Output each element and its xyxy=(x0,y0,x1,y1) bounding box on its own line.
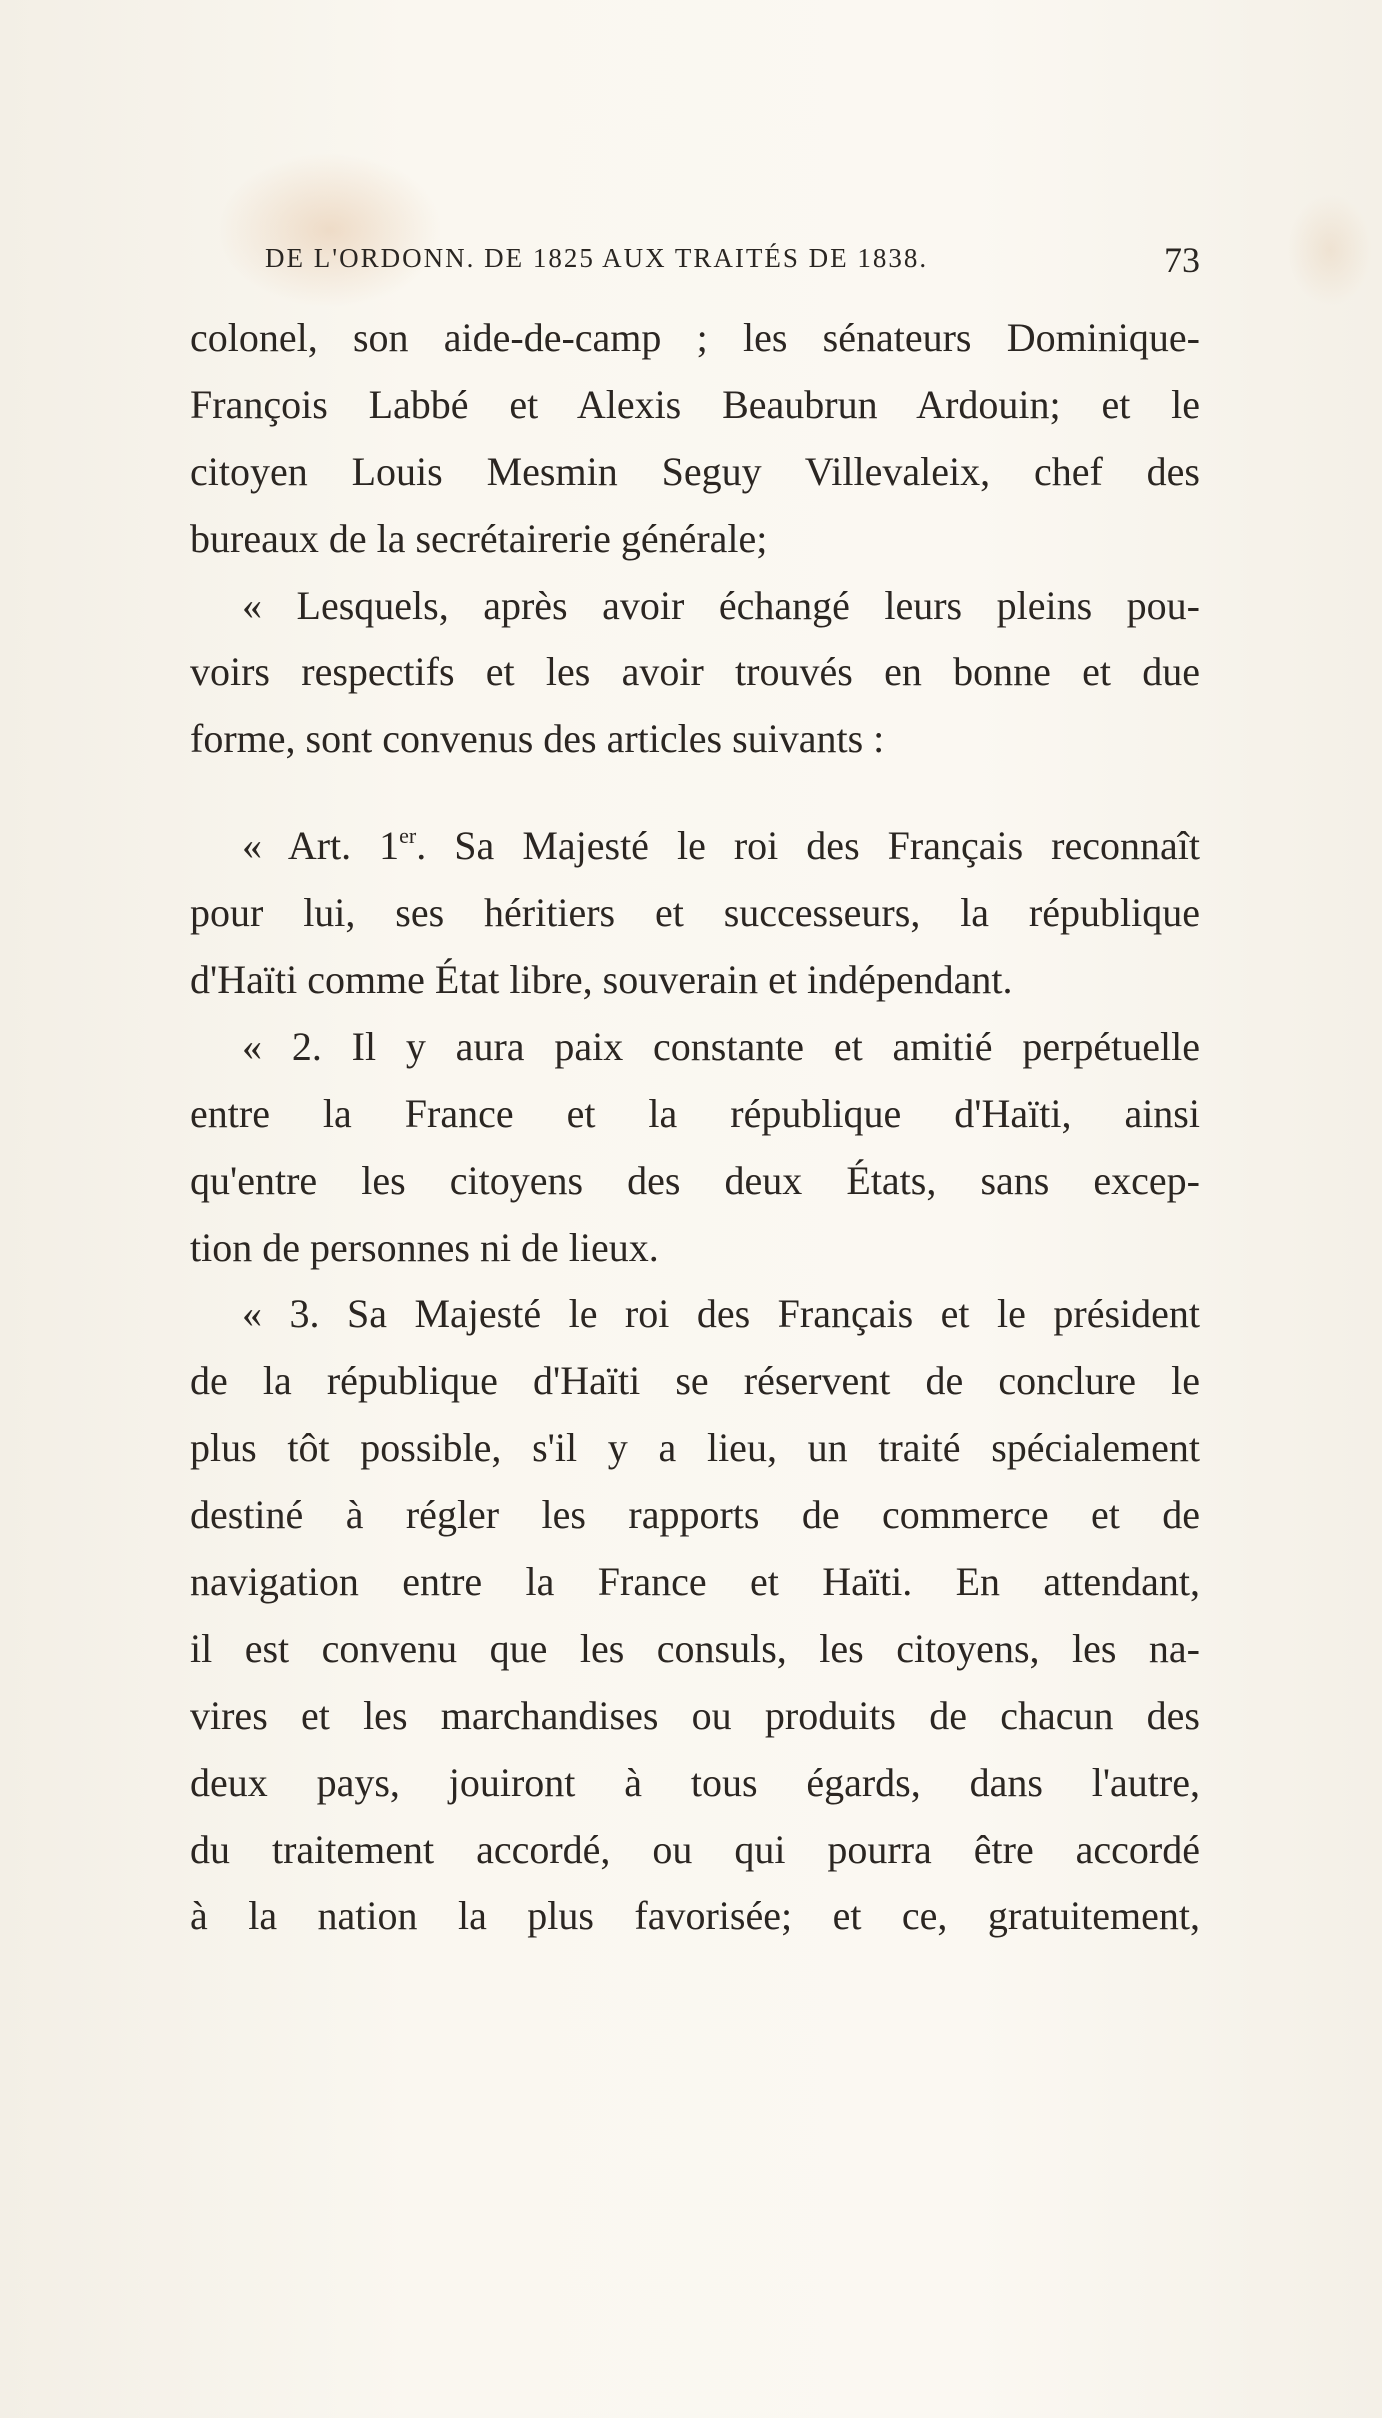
text-line: destiné à régler les rapports de commerce et de xyxy=(190,1492,1200,1538)
text-line: « 3. Sa Majesté le roi des Français et le président xyxy=(242,1291,1200,1337)
page-header xyxy=(265,240,1200,293)
page-number: 73 xyxy=(1164,240,1200,280)
text-line: tion de personnes ni de lieux. xyxy=(190,1224,659,1270)
text-line: forme, sont convenus des articles suivants : xyxy=(190,716,885,762)
text-line: voirs respectifs et les avoir trouvés en bonne et due xyxy=(190,649,1200,695)
paragraph-gap xyxy=(190,773,1200,813)
text-line: pour lui, ses héritiers et successeurs, la république xyxy=(190,890,1200,936)
text-line: de la république d'Haïti se réservent de conclure le xyxy=(190,1358,1200,1404)
article-1-rest: . Sa Majesté le roi des Français reconnaît xyxy=(416,823,1200,869)
article-1-first-line xyxy=(190,813,1200,880)
text-line: qu'entre les citoyens des deux États, sans excep- xyxy=(190,1157,1200,1203)
text-line: colonel, son aide-de-camp ; les sénateurs Dominique- xyxy=(190,315,1200,360)
running-title: DE L'ORDONN. DE 1825 AUX TRAITÉS DE 1838. xyxy=(265,243,929,273)
text-line: il est convenu que les consuls, les citoyens, les na- xyxy=(190,1625,1200,1671)
text-line: vires et les marchandises ou produits de chacun des xyxy=(190,1692,1200,1738)
article-1-superscript: er xyxy=(399,823,417,849)
body-text xyxy=(190,305,1200,1950)
text-line: du traitement accordé, ou qui pourra être accordé xyxy=(190,1826,1200,1872)
text-line: d'Haïti comme État libre, souverain et indépendant. xyxy=(190,957,1013,1003)
text-line: deux pays, jouiront à tous égards, dans l'autre, xyxy=(190,1759,1200,1805)
text-line: bureaux de la secrétairerie générale; xyxy=(190,515,768,561)
text-line: à la nation la plus favorisée; et ce, gratuitement, xyxy=(190,1893,1200,1939)
text-line: « 2. Il y aura paix constante et amitié perpétuelle xyxy=(242,1023,1200,1069)
text-line: citoyen Louis Mesmin Seguy Villevaleix, chef des xyxy=(190,448,1200,494)
text-line: François Labbé et Alexis Beaubrun Ardouin; et le xyxy=(190,381,1200,427)
text-line: entre la France et la république d'Haïti, ainsi xyxy=(190,1090,1200,1136)
article-1-prefix: « Art. 1 xyxy=(242,823,400,869)
text-line: navigation entre la France et Haïti. En attendant, xyxy=(190,1559,1200,1605)
text-line: « Lesquels, après avoir échangé leurs pleins pou- xyxy=(242,582,1200,628)
text-line: plus tôt possible, s'il y a lieu, un traité spécialement xyxy=(190,1425,1200,1471)
